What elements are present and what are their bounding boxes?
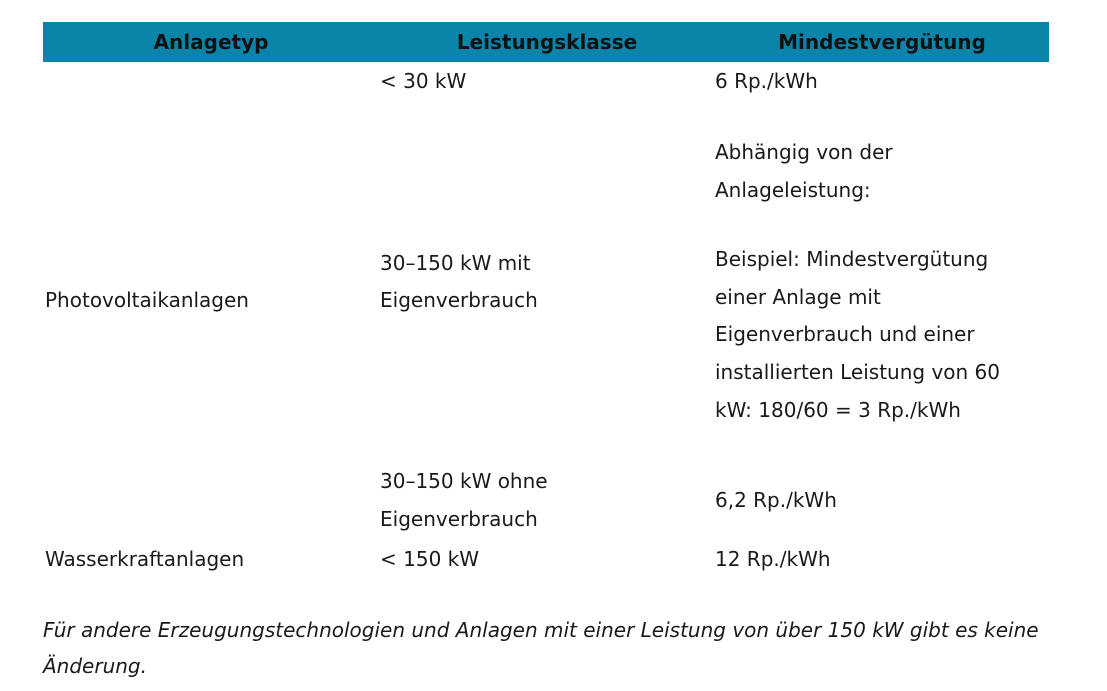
- comp-pv-mit-line6: Eigenverbrauch und einer: [715, 322, 975, 346]
- comp-pv-mit-line7: installierten Leistung von 60: [715, 360, 1000, 384]
- comp-pv-mit-line5: einer Anlage mit: [715, 285, 881, 309]
- comp-pv-mit-line2: Anlageleistung:: [715, 178, 871, 202]
- class-pv-under-30: < 30 kW: [380, 69, 467, 93]
- comp-pv-under-30: 6 Rp./kWh: [715, 69, 818, 93]
- comp-pv-mit-line4: Beispiel: Mindestvergütung: [715, 247, 989, 271]
- row-type-photovoltaik: Photovoltaikanlagen: [45, 288, 249, 312]
- row-type-wasserkraft: Wasserkraftanlagen: [45, 547, 245, 571]
- header-mindestverguetung: Mindestvergütung: [778, 30, 986, 54]
- comp-pv-ohne: 6,2 Rp./kWh: [715, 488, 837, 512]
- header-leistungsklasse: Leistungsklasse: [456, 30, 638, 54]
- class-pv-mit-line1: 30–150 kW mit: [380, 251, 531, 275]
- comp-wasserkraft: 12 Rp./kWh: [715, 547, 831, 571]
- class-pv-ohne-line2: Eigenverbrauch: [380, 507, 538, 531]
- comp-pv-mit-line1: Abhängig von der: [715, 140, 893, 164]
- footnote: Für andere Erzeugungstechnologien und Anlagen mit einer Leistung von über 150 kW gibt es keine Änderung.: [43, 618, 1039, 678]
- class-wasserkraft: < 150 kW: [380, 547, 480, 571]
- class-pv-ohne-line1: 30–150 kW ohne: [380, 469, 548, 493]
- class-pv-mit-line2: Eigenverbrauch: [380, 288, 538, 312]
- header-anlagetyp: Anlagetyp: [153, 30, 269, 54]
- table-header: [43, 22, 1049, 62]
- comp-pv-mit-line8: kW: 180/60 = 3 Rp./kWh: [715, 398, 961, 422]
